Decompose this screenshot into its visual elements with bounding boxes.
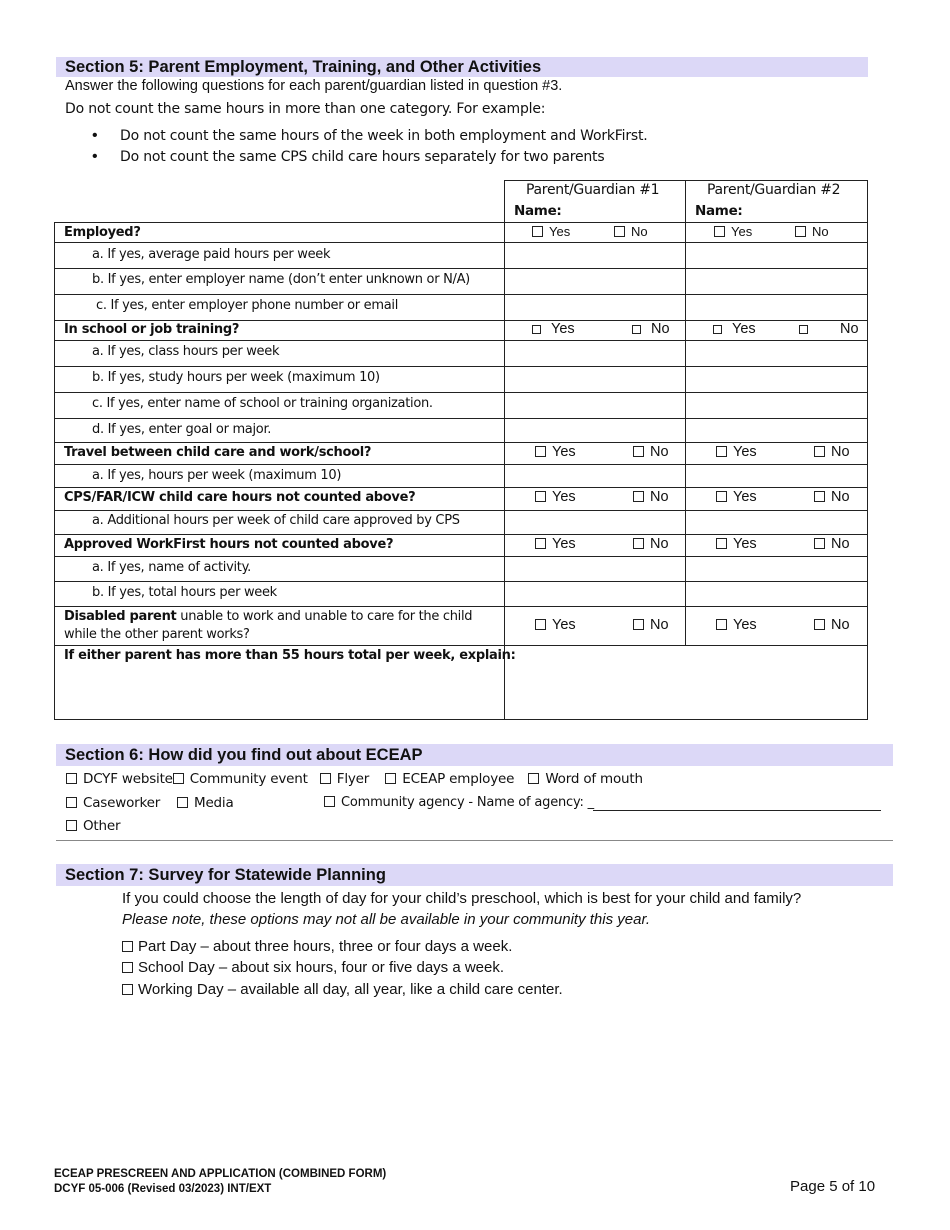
p1-travel-no[interactable]: No: [633, 444, 669, 460]
q-workfirst: Approved WorkFirst hours not counted above?: [64, 537, 394, 552]
checkbox[interactable]: [716, 446, 727, 457]
col2-name-label: Name:: [695, 203, 743, 219]
checkbox[interactable]: [633, 619, 644, 630]
checkbox[interactable]: [66, 797, 77, 808]
p2-school-no[interactable]: No: [799, 321, 859, 337]
option-eceap-employee[interactable]: ECEAP employee: [385, 771, 514, 787]
checkbox[interactable]: [532, 226, 543, 237]
p1-travel-yes[interactable]: Yes: [535, 444, 576, 460]
checkbox[interactable]: [535, 446, 546, 457]
col2-header: Parent/Guardian #2: [707, 182, 841, 198]
checkbox[interactable]: [385, 773, 396, 784]
p2-cps-no[interactable]: No: [814, 489, 850, 505]
activities-table: [54, 180, 868, 720]
checkbox[interactable]: [633, 491, 644, 502]
section6-row1: [66, 771, 643, 787]
q-wf-b: b. If yes, total hours per week: [92, 585, 277, 600]
agency-name-line[interactable]: [593, 810, 881, 811]
checkbox[interactable]: [814, 538, 825, 549]
checkbox[interactable]: [716, 491, 727, 502]
checkbox[interactable]: [633, 446, 644, 457]
footer-form-title: ECEAP PRESCREEN AND APPLICATION (COMBINED FORM): [54, 1168, 387, 1180]
section5-title: Section 5: Parent Employment, Training, and Other Activities: [56, 57, 868, 77]
bullet-1: Do not count the same hours of the week in both employment and WorkFirst.: [120, 128, 648, 144]
checkbox[interactable]: [795, 226, 806, 237]
option-flyer[interactable]: Flyer: [320, 771, 369, 787]
section7-title: Section 7: Survey for Statewide Planning: [56, 864, 893, 886]
p1-wf-yes[interactable]: Yes: [535, 536, 576, 552]
col1-name-label: Name:: [514, 203, 562, 219]
checkbox[interactable]: [714, 226, 725, 237]
checkbox[interactable]: [633, 538, 644, 549]
q-cps: CPS/FAR/ICW child care hours not counted above?: [64, 490, 416, 505]
q-employed: Employed?: [64, 225, 141, 240]
checkbox[interactable]: [632, 325, 641, 334]
option-caseworker[interactable]: Caseworker: [66, 795, 160, 811]
checkbox[interactable]: [532, 325, 541, 334]
section5-intro-2: Do not count the same hours in more than one category. For example:: [65, 101, 546, 117]
p1-wf-no[interactable]: No: [633, 536, 669, 552]
q-sch-b: b. If yes, study hours per week (maximum 10): [92, 370, 380, 385]
p2-wf-no[interactable]: No: [814, 536, 850, 552]
q-explain: If either parent has more than 55 hours total per week, explain:: [64, 648, 516, 663]
checkbox[interactable]: [324, 796, 335, 807]
explain-input[interactable]: [505, 646, 867, 718]
p1-school-no[interactable]: No: [632, 321, 670, 337]
p1-disabled-no[interactable]: No: [633, 617, 669, 633]
option-working-day[interactable]: Working Day – available all day, all year, like a child care center.: [122, 981, 563, 998]
section7-note: Please note, these options may not all be available in your community this year.: [122, 911, 651, 928]
option-media[interactable]: Media: [177, 795, 234, 811]
option-other[interactable]: Other: [66, 818, 120, 834]
checkbox[interactable]: [614, 226, 625, 237]
q-disabled: Disabled parent unable to work and unable to care for the child: [64, 609, 473, 624]
q-cps-a: a. Additional hours per week of child care approved by CPS: [92, 513, 460, 528]
option-community-agency[interactable]: Community agency - Name of agency: _: [324, 795, 594, 810]
p1-cps-yes[interactable]: Yes: [535, 489, 576, 505]
checkbox[interactable]: [122, 941, 133, 952]
q-emp-b: b. If yes, enter employer name (don’t enter unknown or N/A): [92, 272, 470, 287]
q-sch-a: a. If yes, class hours per week: [92, 344, 280, 359]
checkbox[interactable]: [814, 446, 825, 457]
p2-disabled-no[interactable]: No: [814, 617, 850, 633]
checkbox[interactable]: [122, 984, 133, 995]
p2-cps-yes[interactable]: Yes: [716, 489, 757, 505]
p2-disabled-yes[interactable]: Yes: [716, 617, 757, 633]
section6-title: Section 6: How did you find out about ECEAP: [56, 744, 893, 766]
q-trv-a: a. If yes, hours per week (maximum 10): [92, 468, 342, 483]
bullet-dot: •: [92, 127, 98, 144]
bullet-2: Do not count the same CPS child care hours separately for two parents: [120, 149, 605, 165]
p2-employed-yes[interactable]: Yes: [714, 224, 752, 239]
option-word-of-mouth[interactable]: Word of mouth: [528, 771, 643, 787]
checkbox[interactable]: [716, 619, 727, 630]
checkbox[interactable]: [66, 773, 77, 784]
bullet-dot: •: [92, 148, 98, 165]
checkbox[interactable]: [713, 325, 722, 334]
q-emp-a: a. If yes, average paid hours per week: [92, 247, 331, 262]
q-travel: Travel between child care and work/school?: [64, 445, 372, 460]
p1-employed-yes[interactable]: Yes: [532, 224, 570, 239]
p2-wf-yes[interactable]: Yes: [716, 536, 757, 552]
q-emp-c: c. If yes, enter employer phone number or email: [96, 298, 399, 313]
checkbox[interactable]: [535, 619, 546, 630]
option-dcyf-website[interactable]: DCYF website: [66, 771, 173, 787]
checkbox[interactable]: [528, 773, 539, 784]
p2-travel-no[interactable]: No: [814, 444, 850, 460]
q-wf-a: a. If yes, name of activity.: [92, 560, 251, 575]
p2-employed-no[interactable]: No: [795, 224, 829, 239]
checkbox[interactable]: [814, 619, 825, 630]
checkbox[interactable]: [66, 820, 77, 831]
checkbox[interactable]: [814, 491, 825, 502]
q-sch-c: c. If yes, enter name of school or training organization.: [92, 396, 433, 411]
checkbox[interactable]: [320, 773, 331, 784]
option-school-day[interactable]: School Day – about six hours, four or five days a week.: [122, 959, 504, 976]
p1-school-yes[interactable]: Yes: [532, 321, 575, 337]
q-school: In school or job training?: [64, 322, 240, 337]
section5-intro-1: Answer the following questions for each parent/guardian listed in question #3.: [65, 78, 563, 94]
q-sch-d: d. If yes, enter goal or major.: [92, 422, 272, 437]
checkbox[interactable]: [122, 962, 133, 973]
option-part-day[interactable]: Part Day – about three hours, three or four days a week.: [122, 938, 512, 955]
checkbox[interactable]: [716, 538, 727, 549]
checkbox[interactable]: [177, 797, 188, 808]
p1-disabled-yes[interactable]: Yes: [535, 617, 576, 633]
col1-header: Parent/Guardian #1: [526, 182, 660, 198]
section6-divider: [56, 840, 893, 841]
p2-school-yes[interactable]: Yes: [713, 321, 756, 337]
q-disabled-line2: while the other parent works?: [64, 627, 250, 642]
section7-question: If you could choose the length of day for your child’s preschool, which is best for your child and family?: [122, 890, 802, 907]
checkbox[interactable]: [535, 491, 546, 502]
checkbox[interactable]: [799, 325, 808, 334]
page-number: Page 5 of 10: [790, 1178, 876, 1195]
p1-employed-no[interactable]: No: [614, 224, 648, 239]
p1-cps-no[interactable]: No: [633, 489, 669, 505]
option-community-event[interactable]: Community event: [173, 771, 308, 787]
checkbox[interactable]: [535, 538, 546, 549]
checkbox[interactable]: [173, 773, 184, 784]
p2-travel-yes[interactable]: Yes: [716, 444, 757, 460]
footer-form-number: DCYF 05-006 (Revised 03/2023) INT/EXT: [54, 1183, 272, 1195]
